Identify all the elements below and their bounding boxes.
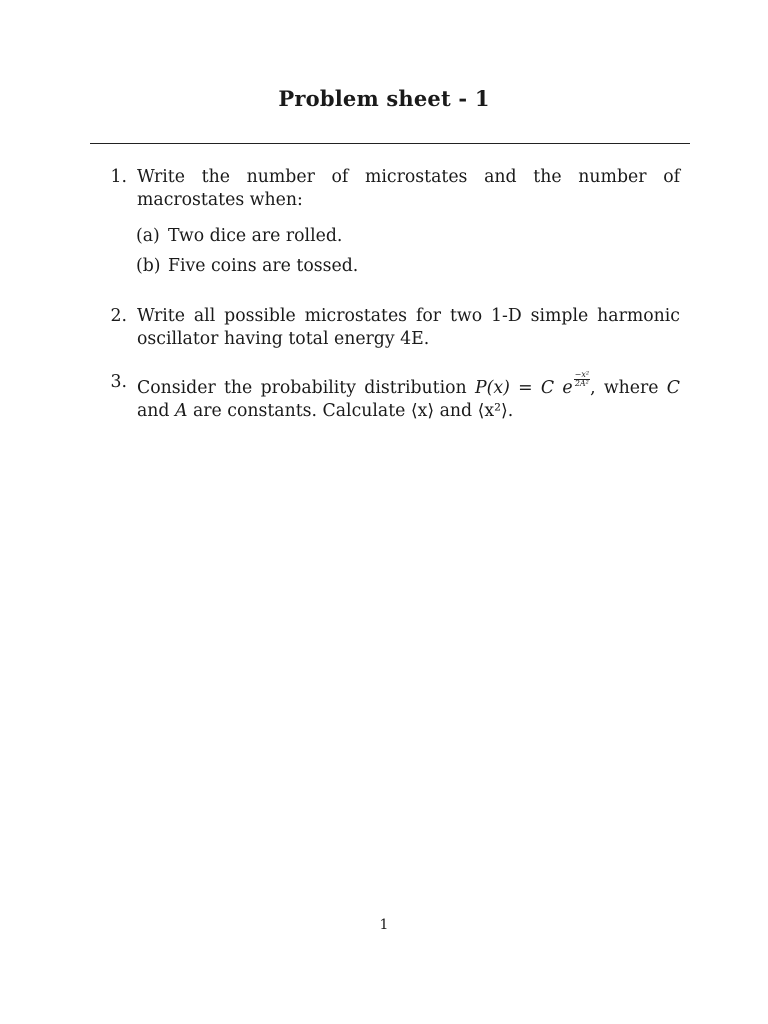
problem-text xyxy=(137,371,680,423)
page-title: Problem sheet - 1 xyxy=(278,86,490,111)
subproblem-text: Two dice are rolled. xyxy=(168,226,343,246)
page-number: 1 xyxy=(379,917,389,933)
problem-text: Write all possible microstates for two 1-D simple harmonic oscillator having total energy 4E. xyxy=(137,306,680,349)
text-segment: Consider the probability distribution xyxy=(137,378,475,398)
variable-a: A xyxy=(175,401,188,421)
text-segment: , where xyxy=(590,378,667,398)
formula-exponent xyxy=(574,371,590,388)
text-segment: are constants. Calculate xyxy=(187,401,411,421)
problem-text: Write the number of microstates and the number of macrostates when: xyxy=(137,167,680,210)
subproblem-list xyxy=(136,225,680,278)
formula-equals: = xyxy=(509,378,541,398)
problem-body xyxy=(137,166,680,285)
spacer xyxy=(127,305,137,351)
problem-1 xyxy=(90,166,680,285)
subproblem-label: (a) xyxy=(136,226,160,246)
problem-list xyxy=(90,166,680,443)
problem-2 xyxy=(90,305,680,351)
problem-number: 2. xyxy=(110,306,127,326)
subproblem-label: (b) xyxy=(136,256,161,276)
formula-constant: C xyxy=(540,378,555,398)
expectation-x-squared: ⟨x²⟩ xyxy=(477,401,508,421)
variable-c: C xyxy=(666,378,680,398)
formula-lhs: P(x) xyxy=(474,378,510,398)
formula-base: e xyxy=(562,378,573,398)
text-segment: and xyxy=(434,401,478,421)
spacer xyxy=(127,371,137,423)
text-segment: . xyxy=(507,401,514,421)
exponent-denominator: 2A² xyxy=(574,379,589,388)
text-segment: and xyxy=(137,401,175,421)
expectation-x: ⟨x⟩ xyxy=(410,401,435,421)
subproblem-text: Five coins are tossed. xyxy=(168,256,359,276)
title-divider xyxy=(90,143,690,144)
problem-number: 3. xyxy=(110,372,127,392)
problem-number: 1. xyxy=(110,167,127,187)
problem-3 xyxy=(90,371,680,423)
subproblem-a xyxy=(136,225,680,248)
subproblem-b xyxy=(136,255,680,278)
exponent-numerator: −x² xyxy=(574,370,590,379)
